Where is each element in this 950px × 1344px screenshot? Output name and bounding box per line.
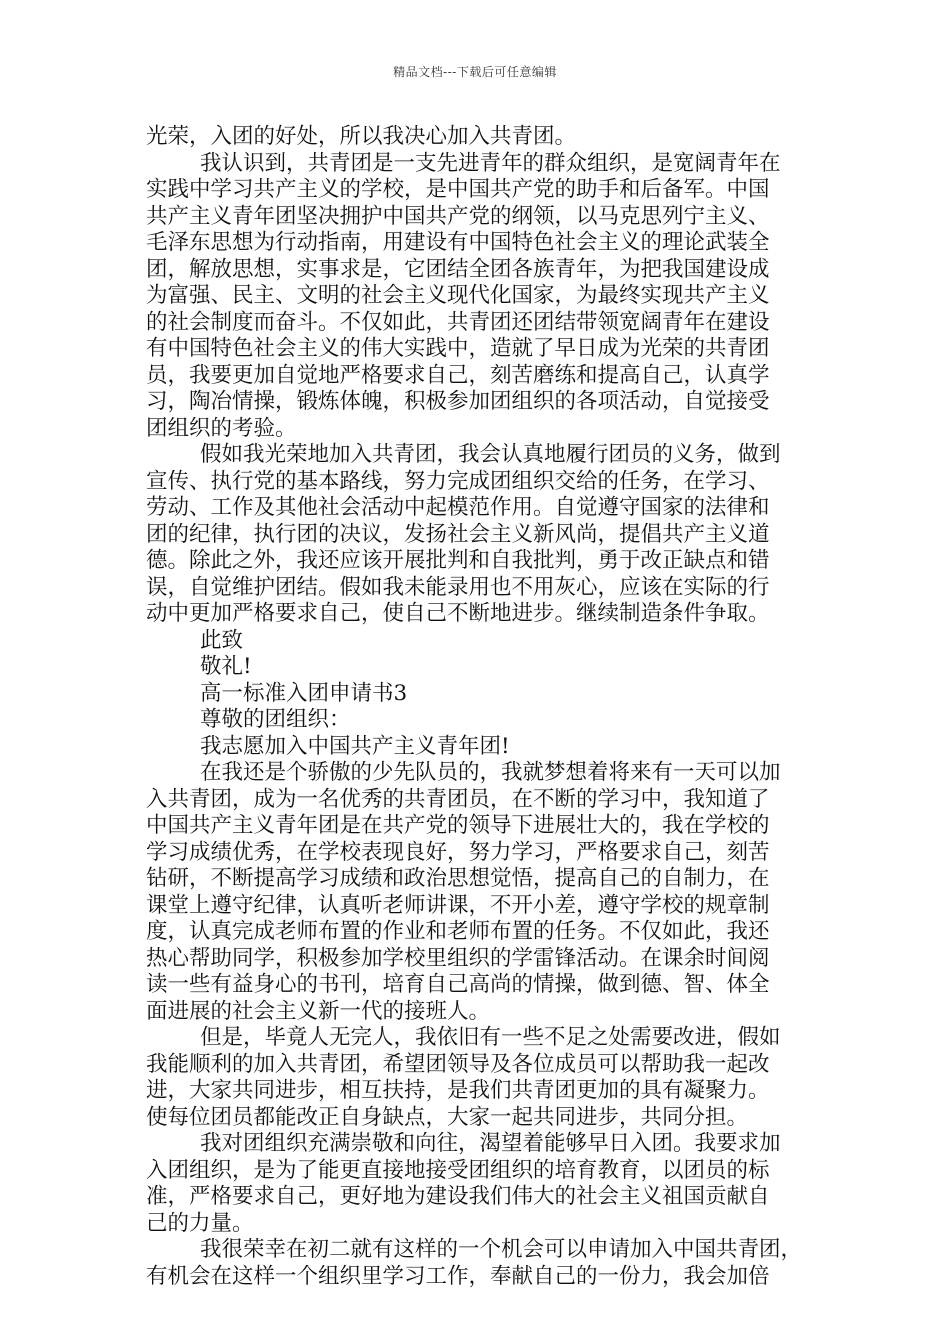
text-line: 使每位团员都能改正自身缺点，大家一起共同进步，共同分担。 [146,1104,749,1130]
text-line: 此致 [200,627,244,653]
text-line: 光荣，入团的好处，所以我决心加入共青团。 [146,124,577,149]
text-line: 共产主义青年团坚决拥护中国共产党的纲领，以马克思列宁主义、 [146,203,770,229]
text-line: 团的纪律，执行团的决议，发扬社会主义新风尚，提倡共产主义道 [146,521,770,547]
text-line: 毛泽东思想为行动指南，用建设有中国特色社会主义的理论武装全 [146,230,770,255]
text-line: 误，自觉维护团结。假如我未能录用也不用灰心，应该在实际的行 [146,574,770,600]
text-line: 假如我光荣地加入共青团，我会认真地履行团员的义务，做到 [200,442,781,467]
text-line: 钻研，不断提高学习成绩和政治思想觉悟，提高自己的自制力，在 [146,866,770,891]
text-line: 我认识到，共青团是一支先进青年的群众组织，是宽阔青年在 [200,150,781,176]
text-line: 德。除此之外，我还应该开展批判和自我批判，勇于改正缺点和错 [146,548,770,573]
page-header: 精品文档---下载后可任意编辑 [393,65,557,79]
text-line: 入共青团，成为一名优秀的共青团员，在不断的学习中，我知道了 [146,786,770,812]
text-line: 我志愿加入中国共产主义青年团! [200,733,510,759]
text-line: 己的力量。 [146,1210,254,1236]
text-line: 入团组织，是为了能更直接地接受团组织的培育教育，以团员的标 [146,1157,770,1183]
text-line: 动中更加严格要求自己，使自己不断地进步。继续制造条件争取。 [146,601,770,626]
text-line: 我能顺利的加入共青团，希望团领导及各位成员可以帮助我一起改 [146,1051,770,1077]
text-line: 热心帮助同学，积极参加学校里组织的学雷锋活动。在课余时间阅 [146,945,770,971]
text-line: 度，认真完成老师布置的作业和老师布置的任务。不仅如此，我还 [146,919,770,944]
text-line: 的社会制度而奋斗。不仅如此，共青团还团结带领宽阔青年在建设 [146,309,770,335]
text-line: 有中国特色社会主义的伟大实践中，造就了早日成为光荣的共青团 [146,336,770,361]
text-line: 为富强、民主、文明的社会主义现代化国家，为最终实现共产主义 [146,283,770,308]
text-line: 中国共产主义青年团是在共产党的领导下进展壮大的，我在学校的 [146,813,770,838]
text-line: 敬礼! [200,654,252,679]
text-line: 习，陶冶情操，锻炼体魄，积极参加团组织的各项活动，自觉接受 [146,389,770,414]
text-line: 进，大家共同进步，相互扶持，是我们共青团更加的具有凝聚力。 [146,1078,770,1103]
text-line: 团，解放思想，实事求是，它团结全团各族青年，为把我国建设成 [146,256,770,282]
text-line: 实践中学习共产主义的学校，是中国共产党的助手和后备军。中国 [146,177,770,202]
text-line: 学习成绩优秀，在学校表现良好，努力学习，严格要求自己，刻苦 [146,839,770,865]
text-line: 尊敬的团组织： [200,707,351,732]
text-line: 员，我要更加自觉地严格要求自己，刻苦磨练和提高自己，认真学 [146,362,770,388]
text-line: 有机会在这样一个组织里学习工作，奉献自己的一份力，我会加倍 [146,1263,770,1289]
text-line: 高一标准入团申请书3 [200,680,408,706]
text-line: 面进展的社会主义新一代的接班人。 [146,998,491,1024]
text-line: 劳动、工作及其他社会活动中起模范作用。自觉遵守国家的法律和 [146,495,770,520]
text-line: 我对团组织充满崇敬和向往，渴望着能够早日入团。我要求加 [200,1131,781,1156]
text-line: 准，严格要求自己，更好地为建设我们伟大的社会主义祖国贡献自 [146,1184,770,1209]
text-line: 课堂上遵守纪律，认真听老师讲课，不开小差，遵守学校的规章制 [146,892,770,918]
text-line: 宣传、执行党的基本路线，努力完成团组织交给的任务，在学习、 [146,468,770,494]
text-line: 我很荣幸在初二就有这样的一个机会可以申请加入中国共青团， [200,1237,803,1262]
text-line: 在我还是个骄傲的少先队员的，我就梦想着将来有一天可以加 [200,760,781,785]
document-body [146,124,826,1290]
text-line: 团组织的考验。 [146,415,297,441]
text-line: 但是，毕竟人无完人，我依旧有一些不足之处需要改进，假如 [200,1025,781,1050]
text-line: 读一些有益身心的书刊，培育自己高尚的情操，做到德、智、体全 [146,972,770,997]
